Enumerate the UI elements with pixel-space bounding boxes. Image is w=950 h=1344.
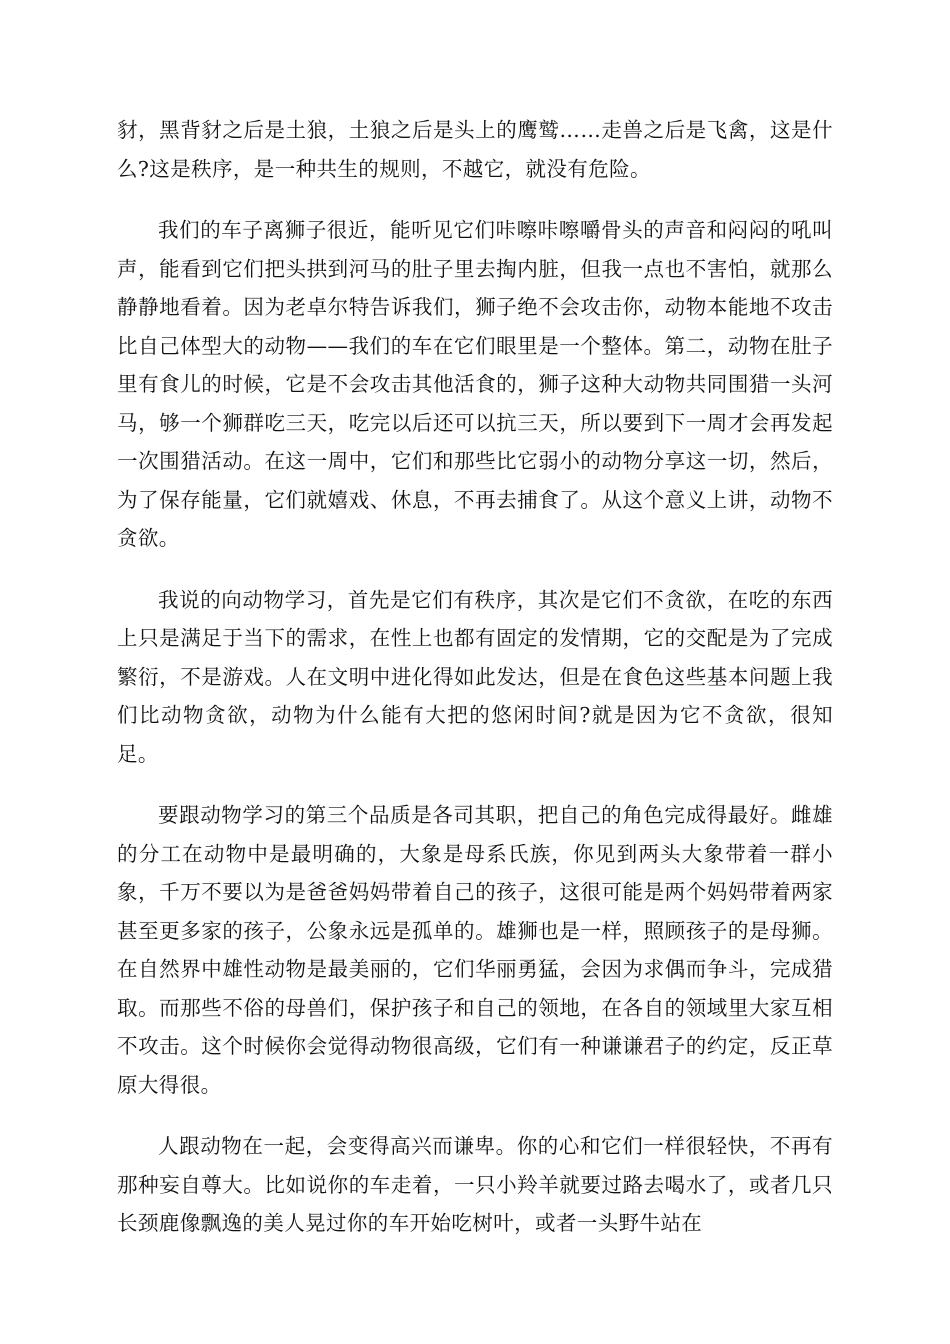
paragraph-humility: 人跟动物在一起，会变得高兴而谦卑。你的心和它们一样很轻快，不再有那种妄自尊大。比如说你的车走着，一只小羚羊就要过路去喝水了，或者几只长颈鹿像飘逸的美人晃过你的车开始吃树叶，或者一头野牛站在: [117, 1134, 833, 1235]
paragraph-division-of-roles: 要跟动物学习的第三个品质是各司其职，把自己的角色完成得最好。雌雄的分工在动物中是最明确的，大象是母系氏族，你见到两头大象带着一群小象，千万不要以为是爸爸妈妈带着自己的孩子，这很可能是两个妈妈带着两家甚至更多家的孩子，公象永远是孤单的。雄狮也是一样，照顾孩子的是母狮。在自然界中雄性动物是最美丽的，它们华丽勇猛，会因为求偶而争斗，完成猎取。而那些不俗的母兽们，保护孩子和自己的领地，在各自的领域里大家互相不攻击。这个时候你会觉得动物很高级，它们有一种谦谦君子的约定，反正草原大得很。: [117, 803, 833, 1097]
paragraph-continued: 豺，黑背豺之后是土狼，土狼之后是头上的鹰鹫……走兽之后是飞禽，这是什么?这是秩序，是一种共生的规则，不越它，就没有危险。: [117, 118, 833, 181]
paragraph-learning-from-animals: 我说的向动物学习，首先是它们有秩序，其次是它们不贪欲，在吃的东西上只是满足于当下的需求，在性上也都有固定的发情期，它的交配是为了完成繁衍，不是游戏。人在文明中进化得如此发达，但是在食色这些基本问题上我们比动物贪欲，动物为什么能有大把的悠闲时间?就是因为它不贪欲，很知足。: [117, 587, 833, 766]
document-page: [117, 111, 833, 1243]
paragraph-lions: 我们的车子离狮子很近，能听见它们咔嚓咔嚓嚼骨头的声音和闷闷的吼叫声，能看到它们把头拱到河马的肚子里去掏内脏，但我一点也不害怕，就那么静静地看着。因为老卓尔特告诉我们，狮子绝不会攻击你，动物本能地不攻击比自己体型大的动物——我们的车在它们眼里是一个整体。第二，动物在肚子里有食儿的时候，它是不会攻击其他活食的，狮子这种大动物共同围猎一头河马，够一个狮群吃三天，吃完以后还可以抗三天，所以要到下一周才会再发起一次围猎活动。在这一周中，它们和那些比它弱小的动物分享这一切，然后，为了保存能量，它们就嬉戏、休息，不再去捕食了。从这个意义上讲，动物不贪欲。: [117, 218, 833, 550]
